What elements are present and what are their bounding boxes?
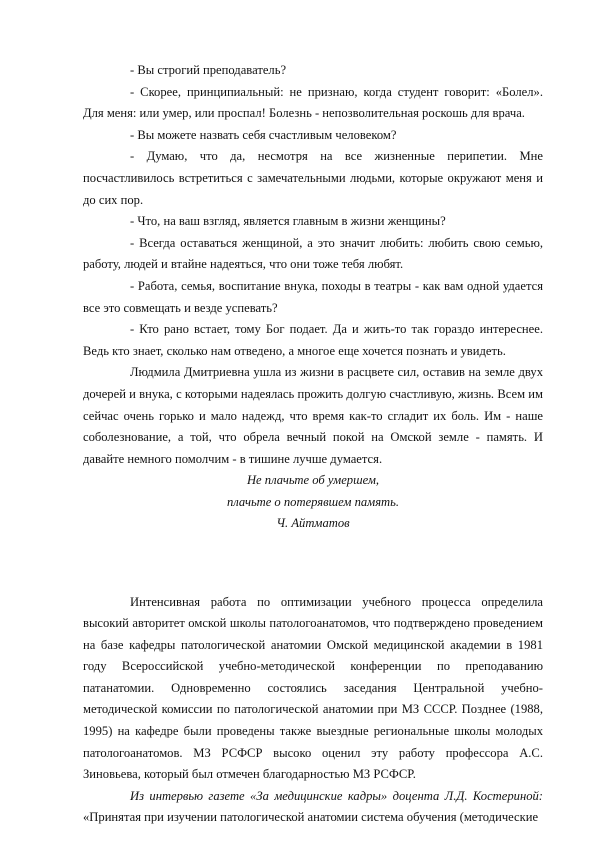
interview-question: - Что, на ваш взгляд, является главным в жизни женщины? [130,214,446,229]
interview-answer: - Думаю, что да, несмотря на все жизненные перипетии. Мне посчастливилось встретиться с замечательными людьми, которые окружают меня и до сих пор. [83,149,543,207]
epigraph-line: Не плачьте об умершем, [246,473,380,488]
interview-question: - Работа, семья, воспитание внука, походы в театры - как вам одной удается все это совмещать и везде успевать? [83,278,543,315]
closing-quote: «Принятая при изучении патологической анатомии система обучения (методические [83,810,539,825]
interview-question: - Вы можете назвать себя счастливым человеком? [130,127,397,142]
document-page [83,60,543,829]
interview-answer: - Скорее, принципиальный: не признаю, когда студент говорит: «Болел». Для меня: или умер, или проспал! Болезнь - непозволительная роскошь для врача. [83,84,543,121]
epigraph-line: плачьте о потерявшем память. [226,494,400,509]
section-gap [83,535,543,592]
epigraph-author: Ч. Айтматов [276,516,350,531]
interview-question: - Вы строгий преподаватель? [130,63,287,77]
interview-answer: - Всегда оставаться женщиной, а это значит любить: любить свою семью, работу, людей и втайне надеяться, что они тоже тебя любят. [83,235,543,272]
closing-paragraph [83,786,543,829]
section-paragraph: Интенсивная работа по оптимизации учебного процесса определила высокий авторитет омской школы патологоанатомов, что подтверждено проведением на базе кафедры патологической анатомии Омской медицинской академии в 1981 году Всероссийской учебно-методической конференции по преподаванию патанатомии. Одновременно состоялись заседания Центральной учебно-методической комиссии по патологической анатомии при МЗ СССР. Позднее (1988, 1995) на кафедре были проведены также выездные региональные школы молодых патологоанатомов. МЗ РСФСР высоко оценил эту работу профессора А.С. Зиновьева, который был отмечен благодарностью МЗ РСФСР. [83,594,543,782]
interview-answer: - Кто рано встает, тому Бог подает. Да и жить-то так гораздо интереснее. Ведь кто знает, сколько нам отведено, а многое еще хочется познать и увидеть. [83,322,543,358]
closing-intro: Из интервью газете «За медицинские кадры» доцента Л.Д. Костериной: [130,788,543,803]
memorial-paragraph: Людмила Дмитриевна ушла из жизни в расцвете сил, оставив на земле двух дочерей и внука, с которыми надеялась прожить долгую счастливую, жизнь. Всем им сейчас очень горько и мало надежд, что время как-то сгладит их боль. Им - наше соболезнование, а той, что обрела вечный покой на Омской земле - память. И давайте немного помолчим - в тишине лучше думается. [83,365,543,466]
